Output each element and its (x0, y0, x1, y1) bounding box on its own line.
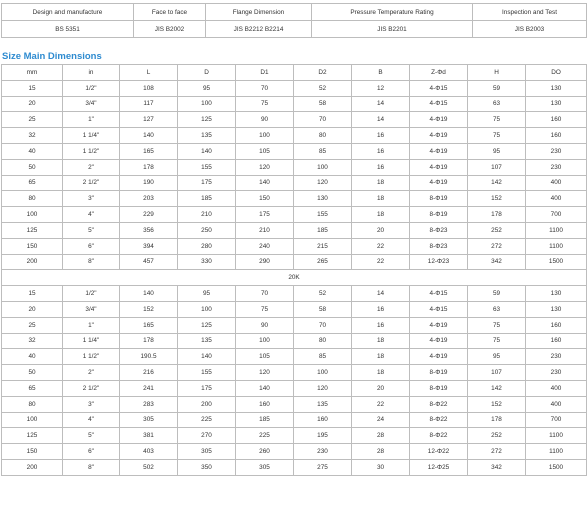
dimensions-cell: 155 (294, 207, 352, 223)
dimensions-cell: 8-Φ22 (410, 412, 468, 428)
dimensions-header-cell: Z-Φd (410, 65, 468, 81)
dimensions-cell: 4-Φ15 (410, 80, 468, 96)
table-row (2, 365, 587, 381)
table-row (2, 112, 587, 128)
dimensions-cell: 16 (352, 143, 410, 159)
dimensions-cell: 1" (63, 112, 120, 128)
dimensions-cell: 150 (2, 238, 63, 254)
dimensions-cell: 155 (178, 159, 236, 175)
table-row (2, 349, 587, 365)
dimensions-cell: 502 (120, 459, 178, 475)
dimensions-cell: 8-Φ22 (410, 428, 468, 444)
dimensions-cell: 4-Φ15 (410, 301, 468, 317)
dimensions-header-cell: D2 (294, 65, 352, 81)
dimensions-cell: 120 (236, 365, 294, 381)
dimensions-cell: 178 (120, 159, 178, 175)
dimensions-cell: 16 (352, 301, 410, 317)
standards-table (1, 3, 587, 38)
dimensions-cell: 15 (2, 80, 63, 96)
dimensions-cell: 265 (294, 254, 352, 270)
dimensions-cell: 1 1/2" (63, 143, 120, 159)
standards-value-cell: JIS B2201 (312, 21, 473, 38)
dimensions-cell: 130 (294, 191, 352, 207)
dimensions-cell: 5" (63, 222, 120, 238)
table-row (2, 191, 587, 207)
standards-header-cell: Pressure Temperature Rating (312, 4, 473, 21)
standards-header-row (2, 4, 587, 21)
dimensions-cell: 4" (63, 207, 120, 223)
dimensions-cell: 4" (63, 412, 120, 428)
dimensions-cell: 22 (352, 238, 410, 254)
dimensions-cell: 120 (294, 175, 352, 191)
dimensions-cell: 75 (468, 128, 526, 144)
standards-header-cell: Design and manufacture (2, 4, 134, 21)
dimensions-cell: 272 (468, 238, 526, 254)
dimensions-cell: 272 (468, 444, 526, 460)
dimensions-cell: 18 (352, 365, 410, 381)
dimensions-cell: 3" (63, 396, 120, 412)
dimensions-cell: 4-Φ15 (410, 96, 468, 112)
dimensions-cell: 140 (236, 175, 294, 191)
table-row (2, 444, 587, 460)
dimensions-cell: 152 (468, 191, 526, 207)
dimensions-cell: 165 (120, 317, 178, 333)
dimensions-cell: 70 (236, 286, 294, 302)
dimensions-cell: 140 (178, 143, 236, 159)
dimensions-cell: 1500 (526, 459, 587, 475)
dimensions-cell: 140 (178, 349, 236, 365)
dimensions-cell: 125 (178, 112, 236, 128)
dimensions-cell: 165 (120, 143, 178, 159)
dimensions-cell: 190 (120, 175, 178, 191)
dimensions-cell: 130 (526, 286, 587, 302)
dimensions-cell: 20 (352, 380, 410, 396)
dimensions-cell: 95 (178, 80, 236, 96)
dimensions-cell: 140 (120, 128, 178, 144)
dimensions-cell: 50 (2, 159, 63, 175)
dimensions-cell: 1 1/2" (63, 349, 120, 365)
dimensions-cell: 155 (178, 365, 236, 381)
dimensions-cell: 100 (2, 207, 63, 223)
dimensions-cell: 8-Φ19 (410, 191, 468, 207)
dimensions-cell: 4-Φ19 (410, 159, 468, 175)
dimensions-cell: 241 (120, 380, 178, 396)
dimensions-cell: 135 (294, 396, 352, 412)
dimensions-header-cell: B (352, 65, 410, 81)
dimensions-cell: 127 (120, 112, 178, 128)
dimensions-cell: 150 (236, 191, 294, 207)
dimensions-cell: 290 (236, 254, 294, 270)
dimensions-cell: 105 (236, 349, 294, 365)
dimensions-cell: 125 (2, 428, 63, 444)
dimensions-cell: 280 (178, 238, 236, 254)
dimensions-cell: 1" (63, 317, 120, 333)
dimensions-cell: 4-Φ19 (410, 143, 468, 159)
dimensions-cell: 40 (2, 143, 63, 159)
dimensions-cell: 100 (236, 128, 294, 144)
dimensions-cell: 18 (352, 333, 410, 349)
dimensions-cell: 175 (178, 380, 236, 396)
dimensions-cell: 342 (468, 254, 526, 270)
dimensions-cell: 107 (468, 159, 526, 175)
dimensions-table (1, 64, 587, 476)
dimensions-cell: 215 (294, 238, 352, 254)
dimensions-cell: 14 (352, 112, 410, 128)
dimensions-cell: 305 (178, 444, 236, 460)
dimensions-cell: 4-Φ19 (410, 112, 468, 128)
dimensions-cell: 12 (352, 80, 410, 96)
dimensions-cell: 100 (178, 301, 236, 317)
dimensions-cell: 100 (2, 412, 63, 428)
dimensions-cell: 200 (2, 459, 63, 475)
dimensions-cell: 2" (63, 159, 120, 175)
dimensions-cell: 8-Φ23 (410, 222, 468, 238)
dimensions-cell: 59 (468, 80, 526, 96)
dimensions-cell: 225 (178, 412, 236, 428)
dimensions-cell: 100 (236, 333, 294, 349)
dimensions-cell: 230 (294, 444, 352, 460)
dimensions-cell: 80 (2, 396, 63, 412)
table-row (2, 159, 587, 175)
dimensions-cell: 40 (2, 349, 63, 365)
standards-value-cell: JIS B2212 B2214 (206, 21, 312, 38)
dimensions-cell: 80 (294, 333, 352, 349)
dimensions-cell: 32 (2, 128, 63, 144)
dimensions-cell: 270 (178, 428, 236, 444)
dimensions-cell: 130 (526, 301, 587, 317)
standards-value-cell: JIS B2002 (134, 21, 206, 38)
dimensions-cell: 250 (178, 222, 236, 238)
dimensions-cell: 190.5 (120, 349, 178, 365)
dimensions-cell: 160 (526, 317, 587, 333)
dimensions-cell: 12-Φ23 (410, 254, 468, 270)
dimensions-cell: 75 (468, 333, 526, 349)
dimensions-cell: 107 (468, 365, 526, 381)
dimensions-cell: 12-Φ25 (410, 459, 468, 475)
dimensions-cell: 16 (352, 159, 410, 175)
pressure-class-row (2, 270, 587, 286)
dimensions-cell: 117 (120, 96, 178, 112)
dimensions-cell: 330 (178, 254, 236, 270)
table-row (2, 412, 587, 428)
dimensions-cell: 1/2" (63, 80, 120, 96)
dimensions-header-cell: D (178, 65, 236, 81)
dimensions-cell: 24 (352, 412, 410, 428)
dimensions-cell: 22 (352, 396, 410, 412)
dimensions-cell: 305 (236, 459, 294, 475)
dimensions-cell: 12-Φ22 (410, 444, 468, 460)
dimensions-body (2, 65, 587, 476)
dimensions-cell: 140 (236, 380, 294, 396)
dimensions-cell: 252 (468, 428, 526, 444)
dimensions-cell: 342 (468, 459, 526, 475)
dimensions-cell: 142 (468, 175, 526, 191)
dimensions-cell: 400 (526, 380, 587, 396)
dimensions-cell: 160 (236, 396, 294, 412)
dimensions-cell: 1100 (526, 444, 587, 460)
dimensions-cell: 700 (526, 412, 587, 428)
table-row (2, 207, 587, 223)
table-row (2, 222, 587, 238)
dimensions-cell: 65 (2, 380, 63, 396)
table-row (2, 286, 587, 302)
dimensions-cell: 229 (120, 207, 178, 223)
dimensions-cell: 1500 (526, 254, 587, 270)
table-row (2, 128, 587, 144)
dimensions-cell: 6" (63, 444, 120, 460)
dimensions-cell: 125 (2, 222, 63, 238)
dimensions-cell: 4-Φ19 (410, 317, 468, 333)
dimensions-cell: 70 (294, 317, 352, 333)
dimensions-cell: 25 (2, 112, 63, 128)
pressure-class-label: 20K (2, 270, 587, 286)
dimensions-cell: 75 (468, 112, 526, 128)
dimensions-cell: 18 (352, 191, 410, 207)
dimensions-cell: 216 (120, 365, 178, 381)
dimensions-cell: 95 (468, 143, 526, 159)
dimensions-cell: 230 (526, 365, 587, 381)
dimensions-cell: 22 (352, 254, 410, 270)
dimensions-cell: 3" (63, 191, 120, 207)
table-row (2, 396, 587, 412)
dimensions-cell: 1/2" (63, 286, 120, 302)
dimensions-cell: 260 (236, 444, 294, 460)
table-row (2, 80, 587, 96)
dimensions-cell: 135 (178, 333, 236, 349)
dimensions-cell: 160 (526, 112, 587, 128)
dimensions-cell: 18 (352, 349, 410, 365)
dimensions-cell: 8-Φ19 (410, 207, 468, 223)
dimensions-cell: 20 (2, 301, 63, 317)
dimensions-cell: 70 (236, 80, 294, 96)
dimensions-cell: 3/4" (63, 301, 120, 317)
dimensions-cell: 58 (294, 301, 352, 317)
dimensions-cell: 15 (2, 286, 63, 302)
dimensions-cell: 185 (236, 412, 294, 428)
table-row (2, 380, 587, 396)
dimensions-cell: 2 1/2" (63, 175, 120, 191)
dimensions-cell: 14 (352, 96, 410, 112)
dimensions-cell: 6" (63, 238, 120, 254)
standards-value-row (2, 21, 587, 38)
dimensions-cell: 75 (236, 301, 294, 317)
dimensions-cell: 230 (526, 143, 587, 159)
dimensions-cell: 1100 (526, 238, 587, 254)
dimensions-cell: 160 (526, 333, 587, 349)
dimensions-cell: 283 (120, 396, 178, 412)
dimensions-cell: 52 (294, 286, 352, 302)
dimensions-cell: 350 (178, 459, 236, 475)
dimensions-cell: 400 (526, 191, 587, 207)
table-row (2, 96, 587, 112)
dimensions-cell: 100 (178, 96, 236, 112)
dimensions-cell: 8" (63, 459, 120, 475)
dimensions-cell: 8-Φ22 (410, 396, 468, 412)
dimensions-cell: 135 (178, 128, 236, 144)
dimensions-cell: 130 (526, 96, 587, 112)
dimensions-cell: 125 (178, 317, 236, 333)
dimensions-cell: 2 1/2" (63, 380, 120, 396)
dimensions-header-cell: DO (526, 65, 587, 81)
dimensions-cell: 75 (468, 317, 526, 333)
dimensions-cell: 175 (178, 175, 236, 191)
dimensions-cell: 130 (526, 80, 587, 96)
dimensions-cell: 28 (352, 428, 410, 444)
dimensions-cell: 457 (120, 254, 178, 270)
dimensions-cell: 120 (294, 380, 352, 396)
standards-header-cell: Inspection and Test (473, 4, 587, 21)
dimensions-cell: 178 (468, 207, 526, 223)
dimensions-cell: 4-Φ19 (410, 128, 468, 144)
dimensions-cell: 150 (2, 444, 63, 460)
dimensions-cell: 100 (294, 365, 352, 381)
dimensions-cell: 1 1/4" (63, 128, 120, 144)
dimensions-cell: 1100 (526, 222, 587, 238)
dimensions-cell: 394 (120, 238, 178, 254)
dimensions-cell: 18 (352, 175, 410, 191)
dimensions-cell: 400 (526, 175, 587, 191)
standards-header-cell: Flange Dimension (206, 4, 312, 21)
dimensions-cell: 14 (352, 286, 410, 302)
dimensions-cell: 5" (63, 428, 120, 444)
dimensions-cell: 230 (526, 349, 587, 365)
table-row (2, 175, 587, 191)
dimensions-cell: 210 (236, 222, 294, 238)
dimensions-cell: 4-Φ15 (410, 286, 468, 302)
dimensions-cell: 381 (120, 428, 178, 444)
dimensions-cell: 140 (120, 286, 178, 302)
dimensions-cell: 4-Φ19 (410, 349, 468, 365)
table-row (2, 143, 587, 159)
dimensions-cell: 18 (352, 207, 410, 223)
dimensions-cell: 8" (63, 254, 120, 270)
dimensions-cell: 8-Φ23 (410, 238, 468, 254)
dimensions-cell: 63 (468, 96, 526, 112)
dimensions-cell: 30 (352, 459, 410, 475)
dimensions-cell: 95 (468, 349, 526, 365)
dimensions-cell: 80 (294, 128, 352, 144)
dimensions-cell: 20 (2, 96, 63, 112)
dimensions-cell: 16 (352, 128, 410, 144)
table-row (2, 459, 587, 475)
dimensions-cell: 178 (468, 412, 526, 428)
dimensions-cell: 85 (294, 349, 352, 365)
dimensions-header-cell: in (63, 65, 120, 81)
dimensions-cell: 305 (120, 412, 178, 428)
table-row (2, 238, 587, 254)
dimensions-cell: 195 (294, 428, 352, 444)
dimensions-cell: 230 (526, 159, 587, 175)
standards-value-cell: BS 5351 (2, 21, 134, 38)
table-row (2, 301, 587, 317)
dimensions-cell: 16 (352, 317, 410, 333)
dimensions-cell: 59 (468, 286, 526, 302)
dimensions-cell: 1 1/4" (63, 333, 120, 349)
table-row (2, 317, 587, 333)
dimensions-cell: 152 (468, 396, 526, 412)
dimensions-cell: 105 (236, 143, 294, 159)
dimensions-cell: 52 (294, 80, 352, 96)
dimensions-cell: 185 (178, 191, 236, 207)
dimensions-cell: 63 (468, 301, 526, 317)
dimensions-cell: 152 (120, 301, 178, 317)
dimensions-cell: 240 (236, 238, 294, 254)
standards-value-cell: JIS B2003 (473, 21, 587, 38)
dimensions-cell: 120 (236, 159, 294, 175)
dimensions-cell: 2" (63, 365, 120, 381)
dimensions-cell: 356 (120, 222, 178, 238)
dimensions-cell: 203 (120, 191, 178, 207)
dimensions-cell: 32 (2, 333, 63, 349)
dimensions-cell: 200 (2, 254, 63, 270)
dimensions-cell: 90 (236, 317, 294, 333)
dimensions-cell: 8-Φ19 (410, 380, 468, 396)
dimensions-cell: 178 (120, 333, 178, 349)
dimensions-cell: 400 (526, 396, 587, 412)
dimensions-cell: 3/4" (63, 96, 120, 112)
dimensions-cell: 4-Φ19 (410, 333, 468, 349)
section-title: Size Main Dimensions (2, 51, 102, 62)
dimensions-cell: 4-Φ19 (410, 175, 468, 191)
dimensions-cell: 20 (352, 222, 410, 238)
dimensions-header-cell: H (468, 65, 526, 81)
dimensions-cell: 1100 (526, 428, 587, 444)
dimensions-cell: 275 (294, 459, 352, 475)
table-row (2, 254, 587, 270)
dimensions-cell: 70 (294, 112, 352, 128)
table-row (2, 333, 587, 349)
dimensions-cell: 210 (178, 207, 236, 223)
dimensions-cell: 50 (2, 365, 63, 381)
dimensions-header-cell: D1 (236, 65, 294, 81)
standards-header-cell: Face to face (134, 4, 206, 21)
dimensions-cell: 95 (178, 286, 236, 302)
dimensions-cell: 252 (468, 222, 526, 238)
dimensions-cell: 100 (294, 159, 352, 175)
dimensions-cell: 80 (2, 191, 63, 207)
dimensions-cell: 142 (468, 380, 526, 396)
dimensions-header-cell: mm (2, 65, 63, 81)
dimensions-cell: 85 (294, 143, 352, 159)
dimensions-header-row (2, 65, 587, 81)
dimensions-cell: 160 (526, 128, 587, 144)
table-row (2, 428, 587, 444)
dimensions-cell: 75 (236, 96, 294, 112)
dimensions-cell: 65 (2, 175, 63, 191)
dimensions-cell: 175 (236, 207, 294, 223)
dimensions-cell: 8-Φ19 (410, 365, 468, 381)
dimensions-cell: 28 (352, 444, 410, 460)
dimensions-cell: 108 (120, 80, 178, 96)
dimensions-cell: 700 (526, 207, 587, 223)
dimensions-cell: 160 (294, 412, 352, 428)
dimensions-cell: 225 (236, 428, 294, 444)
dimensions-cell: 200 (178, 396, 236, 412)
dimensions-header-cell: L (120, 65, 178, 81)
dimensions-cell: 25 (2, 317, 63, 333)
dimensions-cell: 58 (294, 96, 352, 112)
dimensions-cell: 90 (236, 112, 294, 128)
dimensions-cell: 185 (294, 222, 352, 238)
dimensions-cell: 403 (120, 444, 178, 460)
